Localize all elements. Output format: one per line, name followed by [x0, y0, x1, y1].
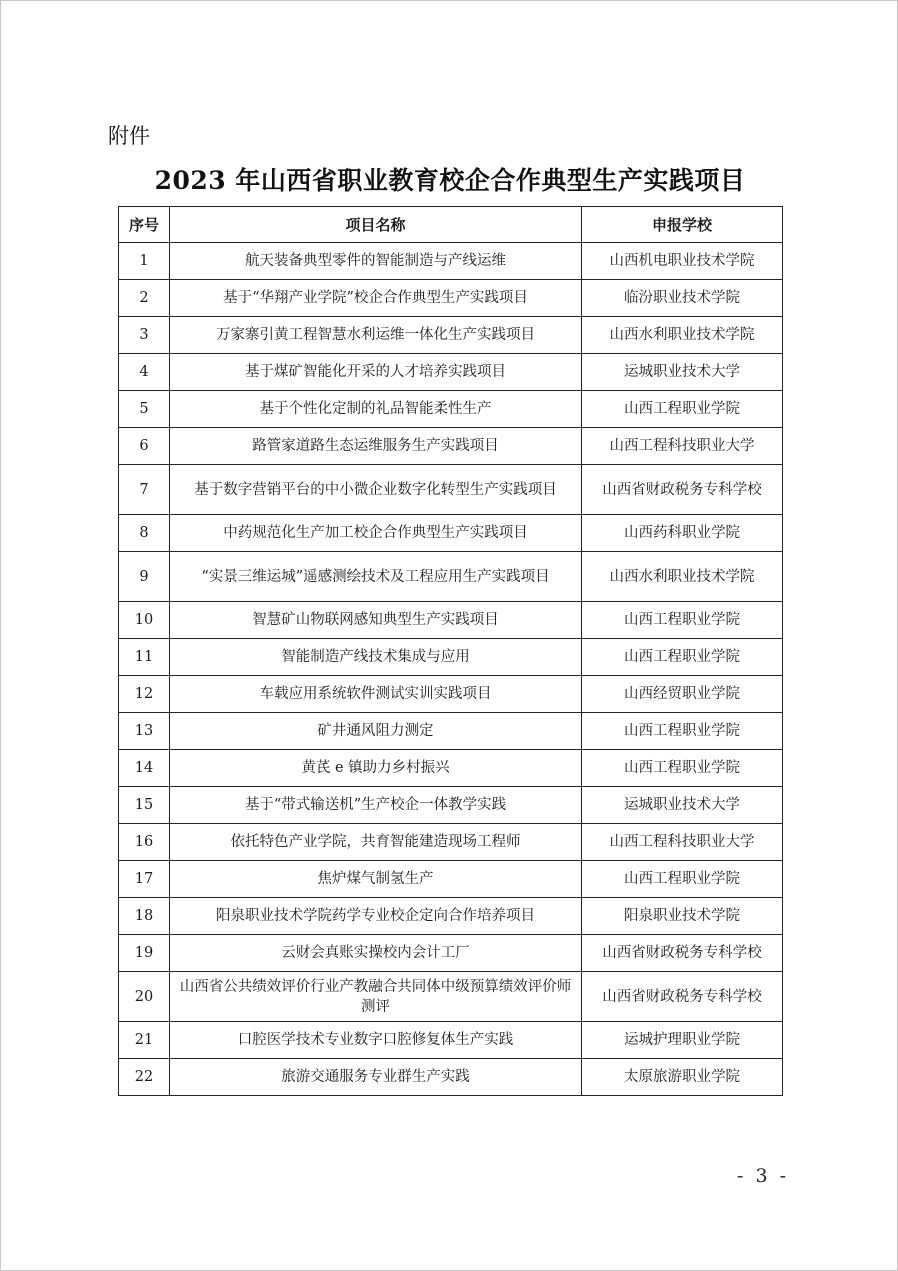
cell-no: 9 — [119, 552, 170, 602]
table-row — [119, 824, 783, 861]
cell-no: 14 — [119, 750, 170, 787]
cell-project-name: 车载应用系统软件测试实训实践项目 — [170, 676, 582, 713]
cell-school: 阳泉职业技术学院 — [582, 898, 783, 935]
cell-no: 16 — [119, 824, 170, 861]
cell-project-name: 依托特色产业学院，共育智能建造现场工程师 — [170, 824, 582, 861]
cell-no: 10 — [119, 602, 170, 639]
cell-school: 山西工程职业学院 — [582, 602, 783, 639]
cell-project-name: 路管家道路生态运维服务生产实践项目 — [170, 428, 582, 465]
table-row — [119, 1059, 783, 1096]
cell-no: 12 — [119, 676, 170, 713]
cell-project-name: 焦炉煤气制氢生产 — [170, 861, 582, 898]
table-row — [119, 639, 783, 676]
cell-school: 山西工程科技职业大学 — [582, 824, 783, 861]
table-row — [119, 280, 783, 317]
cell-no: 3 — [119, 317, 170, 354]
cell-school: 山西工程职业学院 — [582, 391, 783, 428]
cell-school: 山西水利职业技术学院 — [582, 552, 783, 602]
cell-project-name: 基于个性化定制的礼品智能柔性生产 — [170, 391, 582, 428]
table-row — [119, 787, 783, 824]
attachment-label: 附件 — [108, 124, 150, 148]
cell-project-name: 基于煤矿智能化开采的人才培养实践项目 — [170, 354, 582, 391]
table-row — [119, 898, 783, 935]
cell-project-name: 山西省公共绩效评价行业产教融合共同体中级预算绩效评价师测评 — [170, 972, 582, 1022]
cell-school: 山西经贸职业学院 — [582, 676, 783, 713]
cell-project-name: 中药规范化生产加工校企合作典型生产实践项目 — [170, 515, 582, 552]
cell-school: 山西工程职业学院 — [582, 861, 783, 898]
cell-school: 山西工程职业学院 — [582, 639, 783, 676]
cell-school: 运城护理职业学院 — [582, 1022, 783, 1059]
cell-project-name: 智能制造产线技术集成与应用 — [170, 639, 582, 676]
cell-project-name: 智慧矿山物联网感知典型生产实践项目 — [170, 602, 582, 639]
cell-no: 15 — [119, 787, 170, 824]
cell-no: 7 — [119, 465, 170, 515]
cell-project-name: 阳泉职业技术学院药学专业校企定向合作培养项目 — [170, 898, 582, 935]
table-row — [119, 243, 783, 280]
cell-project-name: 基于数字营销平台的中小微企业数字化转型生产实践项目 — [170, 465, 582, 515]
projects-table — [118, 206, 783, 1096]
table-row — [119, 602, 783, 639]
cell-no: 4 — [119, 354, 170, 391]
table-row — [119, 552, 783, 602]
cell-no: 22 — [119, 1059, 170, 1096]
cell-school: 山西水利职业技术学院 — [582, 317, 783, 354]
table-row — [119, 935, 783, 972]
cell-project-name: 基于“带式输送机”生产校企一体教学实践 — [170, 787, 582, 824]
cell-school: 山西工程职业学院 — [582, 713, 783, 750]
cell-project-name: 口腔医学技术专业数字口腔修复体生产实践 — [170, 1022, 582, 1059]
header-no: 序号 — [119, 207, 170, 243]
table-row — [119, 972, 783, 1022]
cell-no: 20 — [119, 972, 170, 1022]
table-row — [119, 750, 783, 787]
page-number: - 3 - — [737, 1165, 790, 1187]
cell-school: 山西省财政税务专科学校 — [582, 465, 783, 515]
table-row — [119, 354, 783, 391]
cell-no: 19 — [119, 935, 170, 972]
cell-no: 1 — [119, 243, 170, 280]
cell-school: 山西机电职业技术学院 — [582, 243, 783, 280]
cell-project-name: 基于“华翔产业学院”校企合作典型生产实践项目 — [170, 280, 582, 317]
table-row — [119, 861, 783, 898]
cell-school: 太原旅游职业学院 — [582, 1059, 783, 1096]
cell-school: 山西省财政税务专科学校 — [582, 972, 783, 1022]
cell-school: 山西工程职业学院 — [582, 750, 783, 787]
cell-no: 18 — [119, 898, 170, 935]
table-row — [119, 515, 783, 552]
cell-project-name: 黄芪 e 镇助力乡村振兴 — [170, 750, 582, 787]
cell-no: 5 — [119, 391, 170, 428]
cell-project-name: 矿井通风阻力测定 — [170, 713, 582, 750]
cell-project-name: 旅游交通服务专业群生产实践 — [170, 1059, 582, 1096]
cell-no: 6 — [119, 428, 170, 465]
header-project-name: 项目名称 — [170, 207, 582, 243]
cell-no: 21 — [119, 1022, 170, 1059]
cell-school: 运城职业技术大学 — [582, 354, 783, 391]
cell-school: 山西工程科技职业大学 — [582, 428, 783, 465]
cell-school: 山西药科职业学院 — [582, 515, 783, 552]
table-header-row — [119, 207, 783, 243]
cell-project-name: 航天装备典型零件的智能制造与产线运维 — [170, 243, 582, 280]
cell-school: 临汾职业技术学院 — [582, 280, 783, 317]
table-row — [119, 391, 783, 428]
table-row — [119, 1022, 783, 1059]
table-row — [119, 676, 783, 713]
cell-project-name: “实景三维运城”遥感测绘技术及工程应用生产实践项目 — [170, 552, 582, 602]
header-school: 申报学校 — [582, 207, 783, 243]
cell-no: 17 — [119, 861, 170, 898]
table-row — [119, 713, 783, 750]
cell-no: 2 — [119, 280, 170, 317]
cell-project-name: 云财会真账实操校内会计工厂 — [170, 935, 582, 972]
table-row — [119, 465, 783, 515]
document-title: 2023 年山西省职业教育校企合作典型生产实践项目 — [154, 166, 746, 195]
cell-no: 11 — [119, 639, 170, 676]
cell-no: 8 — [119, 515, 170, 552]
cell-no: 13 — [119, 713, 170, 750]
cell-school: 运城职业技术大学 — [582, 787, 783, 824]
cell-project-name: 万家寨引黄工程智慧水利运维一体化生产实践项目 — [170, 317, 582, 354]
table-row — [119, 428, 783, 465]
table-row — [119, 317, 783, 354]
cell-school: 山西省财政税务专科学校 — [582, 935, 783, 972]
